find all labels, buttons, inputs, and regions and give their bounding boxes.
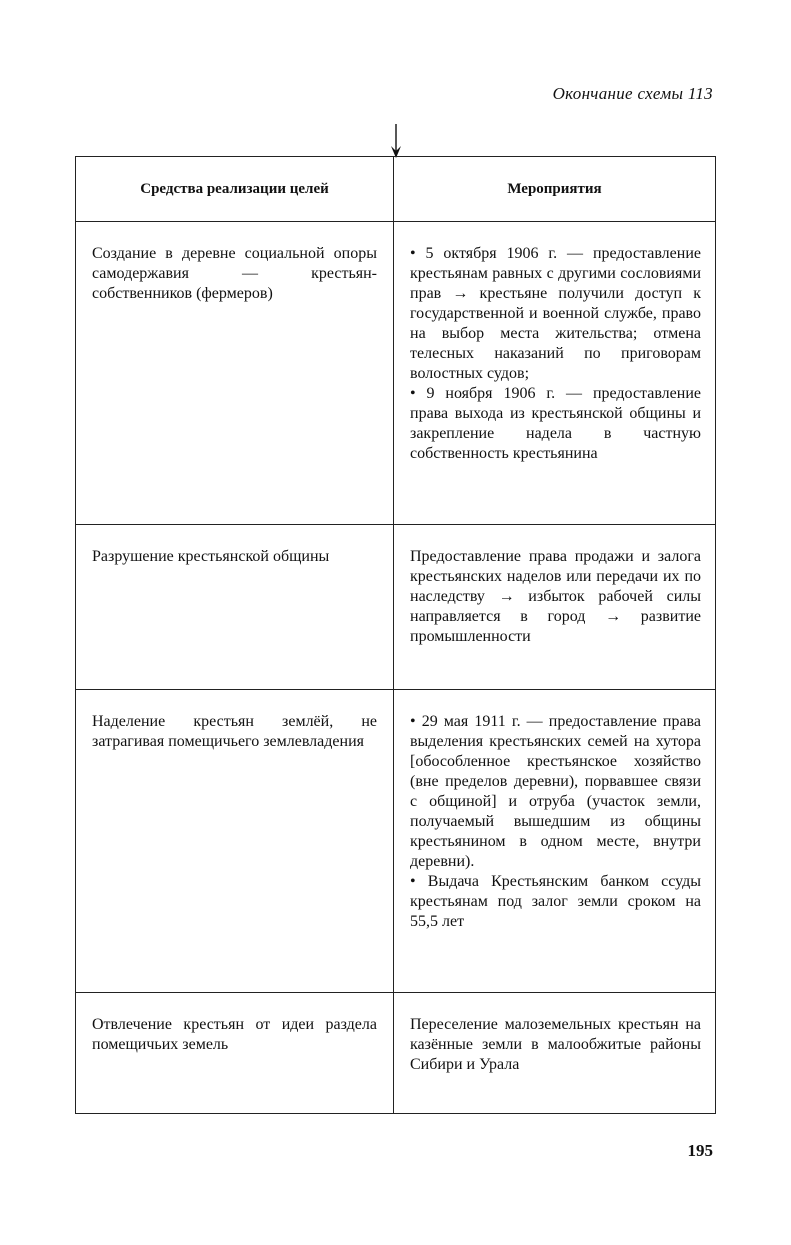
measures-cell: Предоставление права продажи и залога крестьянских наделов или передачи их по наследству → избыток рабочей силы направляется в город → развитие промышленности (394, 525, 716, 690)
means-cell: Наделение крестьян землёй, не затрагивая помещичьего землевладения (76, 690, 394, 993)
flow-arrow-icon (389, 124, 403, 160)
table-row (76, 525, 716, 690)
means-cell: Разрушение крестьянской общины (76, 525, 394, 690)
means-cell: Создание в деревне социальной опоры самодержавия — крестьян-собственников (фермеров) (76, 222, 394, 525)
measure-item: • 9 ноября 1906 г. — предоставление права выхода из крестьянской общины и закрепление надела в частную собственность крестьянина (410, 384, 701, 464)
measure-item: • 29 мая 1911 г. — предоставление права выделения крестьянских семей на хутора [обособленное крестьянское хозяйство (вне пределов деревни), порвавшее связи с общиной] и отруба (участок земли, получаемый вышедшим из общины крестьянином в одном месте, внутри деревни). (410, 712, 701, 872)
measures-cell (394, 690, 716, 993)
table-row (76, 222, 716, 525)
measures-cell: Переселение малоземельных крестьян на казённые земли в малообжитые районы Сибири и Урала (394, 993, 716, 1114)
column-header-measures: Мероприятия (394, 157, 716, 222)
scheme-continuation-note: Окончание схемы 113 (552, 84, 713, 103)
table-row (76, 993, 716, 1114)
table-header-row (76, 157, 716, 222)
measure-item: • 5 октября 1906 г. — предоставление крестьянам равных с другими сословиями прав → крестьяне получили доступ к государственной и военной службе, право на выбор места жительства; отмена телесных наказаний по приговорам волостных судов; (410, 244, 701, 384)
table-row (76, 690, 716, 993)
page-number: 195 (687, 1141, 713, 1160)
measures-cell (394, 222, 716, 525)
scheme-table (75, 156, 716, 1114)
means-cell: Отвлечение крестьян от идеи раздела помещичьих земель (76, 993, 394, 1114)
column-header-means: Средства реализации целей (76, 157, 394, 222)
measure-item: • Выдача Крестьянским банком ссуды крестьянам под залог земли сроком на 55,5 лет (410, 872, 701, 932)
